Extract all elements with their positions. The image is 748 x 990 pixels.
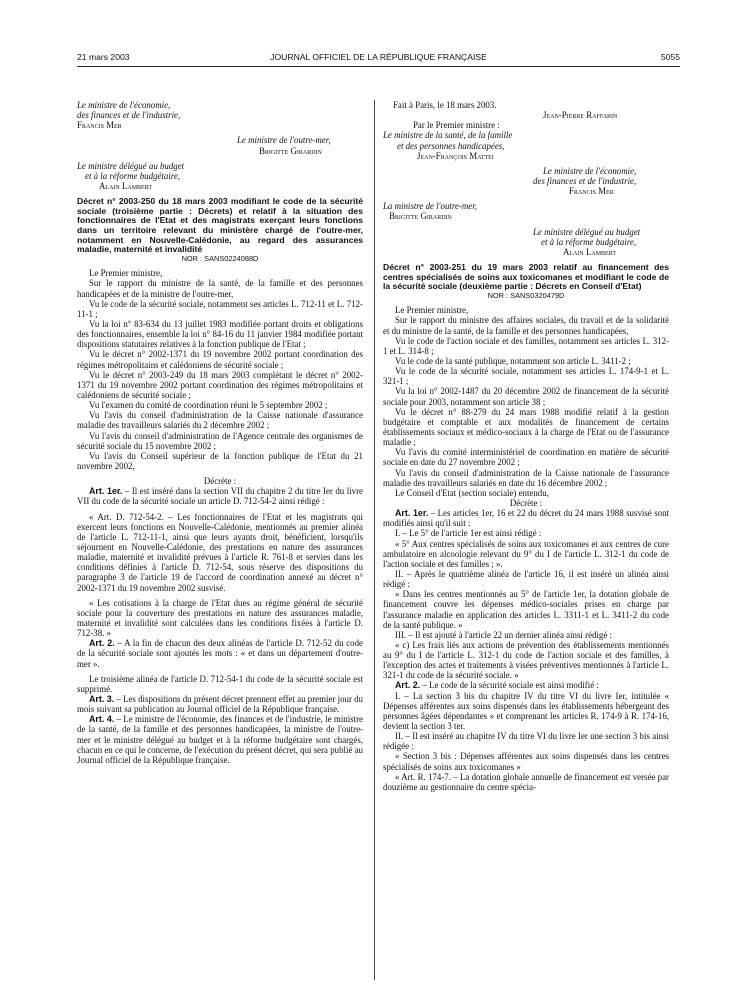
signatory-name: Alain Lambert [99, 180, 153, 191]
body-paragraph: II. – Il est inséré au chapitre IV du titre VI du livre Ier une section 3 bis ainsi rédigée : [383, 731, 669, 752]
body-paragraph: Vu le code de l'action sociale et des familles, notamment ses articles L. 312-1 et L. 314-8 ; [383, 335, 669, 356]
body-paragraph: Vu l'avis du conseil d'administration de la Caisse nationale de l'assurance maladie des travailleurs salariés en date du 16 décembre 2002 ; [383, 467, 669, 488]
body-paragraph: Sur le rapport du ministre de la santé, de la famille et des personnes handicapées et de la ministre de l'outre-mer, [77, 278, 363, 299]
decree-enacting-formula: Décrète : [509, 497, 543, 508]
article-number: Art. 4. [89, 714, 115, 725]
body-paragraph: Vu l'examen du comité de coordination réuni le 5 septembre 2002 ; [89, 400, 328, 411]
body-paragraph: « Dans les centres mentionnés au 5° de l'article 1er, la dotation globale de financement couvre les dépenses médico-sociales prises en charge par l'assurance maladie en application des articles L. 3311-1 et L. 3411-2 du code de la santé publique. » [383, 589, 669, 630]
body-paragraph: Vu la loi n° 2002-1487 du 20 décembre 2002 de financement de la sécurité sociale pour 2003, notamment son article 38 ; [383, 386, 669, 407]
body-paragraph: Vu l'avis du comité interministériel de coordination en matière de sécurité sociale en date du 27 novembre 2002 ; [383, 447, 669, 468]
left-column [77, 100, 363, 765]
body-paragraph: Le Premier ministre, [395, 305, 469, 316]
article-paragraph [77, 714, 363, 765]
signatory-title: Fait à Paris, le 18 mars 2003. [393, 100, 497, 110]
article-number: Art. 1er. [395, 508, 429, 519]
nor-reference: NOR : SANS0224088D [181, 253, 259, 263]
body-paragraph: III. – Il est ajouté à l'article 22 un dernier alinéa ainsi rédigé : [395, 629, 612, 640]
article-paragraph [77, 638, 363, 668]
body-paragraph: Vu le code de la santé publique, notamment son article L. 3411-2 ; [395, 355, 631, 366]
signatory-title: et à la réforme budgétaire, [541, 236, 637, 247]
header-rule [77, 66, 680, 67]
body-paragraph: I. – Le 5° de l'article 1er est ainsi rédigé : [395, 528, 542, 539]
body-paragraph: Le Premier ministre, [89, 268, 163, 279]
body-paragraph: Vu le code de la sécurité sociale, notamment ses articles L. 712-11 et L. 712-11-1 ; [77, 298, 363, 319]
body-paragraph: Vu le décret n° 88-279 du 24 mars 1988 modifié relatif à la gestion budgétaire et comptable et aux modalités de financement de certains établissements sociaux et médico-sociaux à la charge de l'Etat ou de l'assurance maladie ; [383, 406, 669, 448]
signatory-title: et des personnes handicapées, [397, 140, 505, 151]
signatory-name: Brigitte Girardin [389, 211, 452, 222]
body-paragraph: Le troisième alinéa de l'article D. 712-54-1 du code de la sécurité sociale est supprimé. [77, 673, 363, 694]
right-column [383, 100, 669, 792]
signatory-title: des finances et de l'industrie, [77, 110, 181, 121]
body-paragraph: Vu le décret n° 2003-249 du 18 mars 2003 complétant le décret n° 2002-1371 du 19 novembre 2002 portant coordination des régimes métropolitains et calédoniens de sécurité sociale ; [77, 369, 363, 400]
running-header [77, 52, 680, 66]
signatory-name: Francis Mer [569, 186, 614, 197]
signatory-title: des finances et de l'industrie, [533, 175, 637, 186]
article-paragraph [77, 694, 363, 714]
body-paragraph: Vu le décret n° 2002-1371 du 19 novembre 2002 portant coordination des régimes métropolitains et calédoniens de sécurité sociale ; [77, 349, 363, 370]
article-text: – Le code de la sécurité sociale est ainsi modifié : [420, 680, 599, 691]
body-paragraph: « 5° Aux centres spécialisés de soins aux toxicomanes et aux centres de cure ambulatoire en alcoologie relevant du 9° du I de l'article L. 312-1 du code de l'action sociale et des familles ; ». [383, 538, 669, 569]
body-paragraph: Vu la loi n° 83-634 du 13 juillet 1983 modifiée portant droits et obligations des fonctionnaires, ensemble la loi n° 84-16 du 11 janvier 1984 modifiée portant dispositions statutaires relatives à la fonction publique de l'Etat ; [77, 319, 363, 350]
body-paragraph: Sur le rapport du ministre des affaires sociales, du travail et de la solidarité et du ministre de la santé, de la famille et des personnes handicapées, [383, 315, 669, 336]
body-paragraph: Vu le code de la sécurité sociale, notamment ses articles L. 174-9-1 et L. 321-1 ; [383, 366, 669, 387]
header-journal-title: JOURNAL OFFICIEL DE LA RÉPUBLIQUE FRANÇAISE [270, 52, 487, 62]
body-paragraph: « Art. R. 174-7. – La dotation globale annuelle de financement est versée par douzième au gestionnaire du centre spécia- [383, 771, 669, 792]
header-date: 21 mars 2003 [77, 52, 130, 62]
article-text: – A la fin de chacun des deux alinéas de l'article D. 712-52 du code de la sécurité sociale sont ajoutés les mots : « et dans un département d'outre-mer ». [77, 638, 363, 669]
signatory-title: Le ministre délégué au budget [533, 226, 641, 237]
body-paragraph: « Section 3 bis : Dépenses afférentes aux soins dispensés dans les centres spécialisés de soins aux toxicomanes » [383, 751, 669, 772]
signatory-name: Alain Lambert [563, 246, 617, 257]
signatory-name: Jean-François Mattei [417, 150, 494, 161]
body-paragraph: Vu l'avis du Conseil supérieur de la fonction publique de l'Etat du 21 novembre 2002, [77, 450, 363, 471]
decree-title: Décret n° 2003-251 du 19 mars 2003 relatif au financement des centres spécialisés de soins aux toxicomanes et modifiant le code de la sécurité sociale (deuxième partie : Décrets en Conseil d'Etat) [383, 261, 669, 292]
signatory-title: Le ministre de l'outre-mer, [237, 135, 331, 146]
signatory-title: Le ministre de l'économie, [543, 165, 637, 176]
body-paragraph: « Les cotisations à la charge de l'Etat dues au régime général de sécurité sociale pour la couverture des prestations en nature des assurances maladie, maternité et invalidité sont calculées dans les conditions fixées à l'article D. 712-38. » [77, 597, 363, 639]
nor-reference: NOR : SANS0320479D [487, 290, 565, 300]
body-paragraph: II. – Après le quatrième alinéa de l'article 16, il est inséré un alinéa ainsi rédigé : [383, 568, 669, 590]
article-text: – Les dispositions du présent décret prennent effet au premier jour du mois suivant sa publication au Journal officiel de la République française. [77, 693, 363, 715]
article-text: – Le ministre de l'économie, des finances et de l'industrie, le ministre de la santé, de la famille et des personnes handicapées, la ministre de l'outre-mer et le ministre délégué au budget et à la réforme budgétaire sont chargés, chacun en ce qui le concerne, de l'exécution du présent décret, qui sera publié au Journal officiel de la République française. [77, 714, 363, 765]
header-page-number: 5055 [660, 52, 680, 62]
article-number: Art. 1er. [89, 486, 123, 497]
signatory-name: Brigitte Girardin [259, 145, 322, 156]
decree-enacting-formula: Décrète : [203, 476, 237, 487]
signatory-title: Le ministre de la santé, de la famille [383, 130, 513, 141]
article-number: Art. 2. [89, 638, 115, 649]
column-divider [374, 100, 375, 980]
signatory-name: Jean-Pierre Raffarin [543, 110, 618, 121]
body-paragraph: Vu l'avis du conseil d'administration de l'Agence centrale des organismes de sécurité sociale du 15 novembre 2002 ; [77, 430, 363, 451]
signatory-title: Par le Premier ministre : [413, 120, 500, 131]
decree-title: Décret n° 2003-250 du 18 mars 2003 modifiant le code de la sécurité sociale (troisième partie : Décrets) et relatif à la situation des fonctionnaires de l'Etat et des magistrats exerçant leurs fonctions dans un territoire relevant du ministère chargé de l'outre-mer, notamment en Nouvelle-Calédonie, au regard des assurances maladie, maternité et invalidité [77, 196, 363, 255]
article-paragraph [383, 680, 669, 690]
body-paragraph: « Art. D. 712-54-2. – Les fonctionnaires de l'Etat et les magistrats qui exercent leurs fonctions en Nouvelle-Calédonie, mentionnés au premier alinéa de l'article L. 712-11-1, ainsi que leurs ayants droit, bénéficient, lorsqu'ils séjournent en Nouvelle-Calédonie, des prestations en nature des assurances maladie, maternité et invalidité prévues à l'article R. 761-8 et servies dans les conditions définies à l'article D. 712-54, sous réserve des dispositions du paragraphe 3 de l'article 19 de l'accord de coordination annexé au décret n° 2002-1371 du 19 novembre 2002 susvisé. [77, 511, 363, 593]
body-paragraph: « c) Les frais liés aux actions de prévention des établissements mentionnés au 9° du I de l'article L. 312-1 du code de l'action sociale et des familles, à l'exception des actes et traitements à visées préventives mentionnés à l'article L. 321-1 du code de la sécurité sociale. » [383, 639, 669, 681]
signatory-title: et à la réforme budgétaire, [85, 170, 181, 181]
article-paragraph [77, 486, 363, 506]
signatory-name: Francis Mer [77, 120, 122, 131]
body-paragraph: I. – La section 3 bis du chapitre IV du titre VI du livre Ier, intitulée « Dépenses afférentes aux soins dispensés dans les établissements hébergeant des personnes âgées dépendantes » et comprenant les articles R. 174-9 à R. 174-16, devient la section 3 ter. [383, 690, 669, 732]
signatory-title: La ministre de l'outre-mer, [383, 201, 477, 212]
article-number: Art. 3. [89, 693, 115, 704]
article-text: – Il est inséré dans la section VII du chapitre 2 du titre Ier du livre VII du code de la sécurité sociale un article D. 712-54-2 ainsi rédigé : [77, 486, 363, 507]
body-paragraph: Le Conseil d'Etat (section sociale) entendu, [395, 487, 549, 498]
article-paragraph [383, 508, 669, 528]
signatory-title: Le ministre de l'économie, [77, 100, 171, 110]
article-number: Art. 2. [395, 680, 421, 691]
body-paragraph: Vu l'avis du conseil d'administration de la Caisse nationale d'assurance maladie des travailleurs salariés du 2 décembre 2002 ; [77, 410, 363, 431]
signatory-title: Le ministre délégué au budget [77, 160, 185, 171]
article-text: – Les articles 1er, 16 et 22 du décret du 24 mars 1988 susvisé sont modifiés ainsi qu'il suit : [383, 508, 669, 529]
